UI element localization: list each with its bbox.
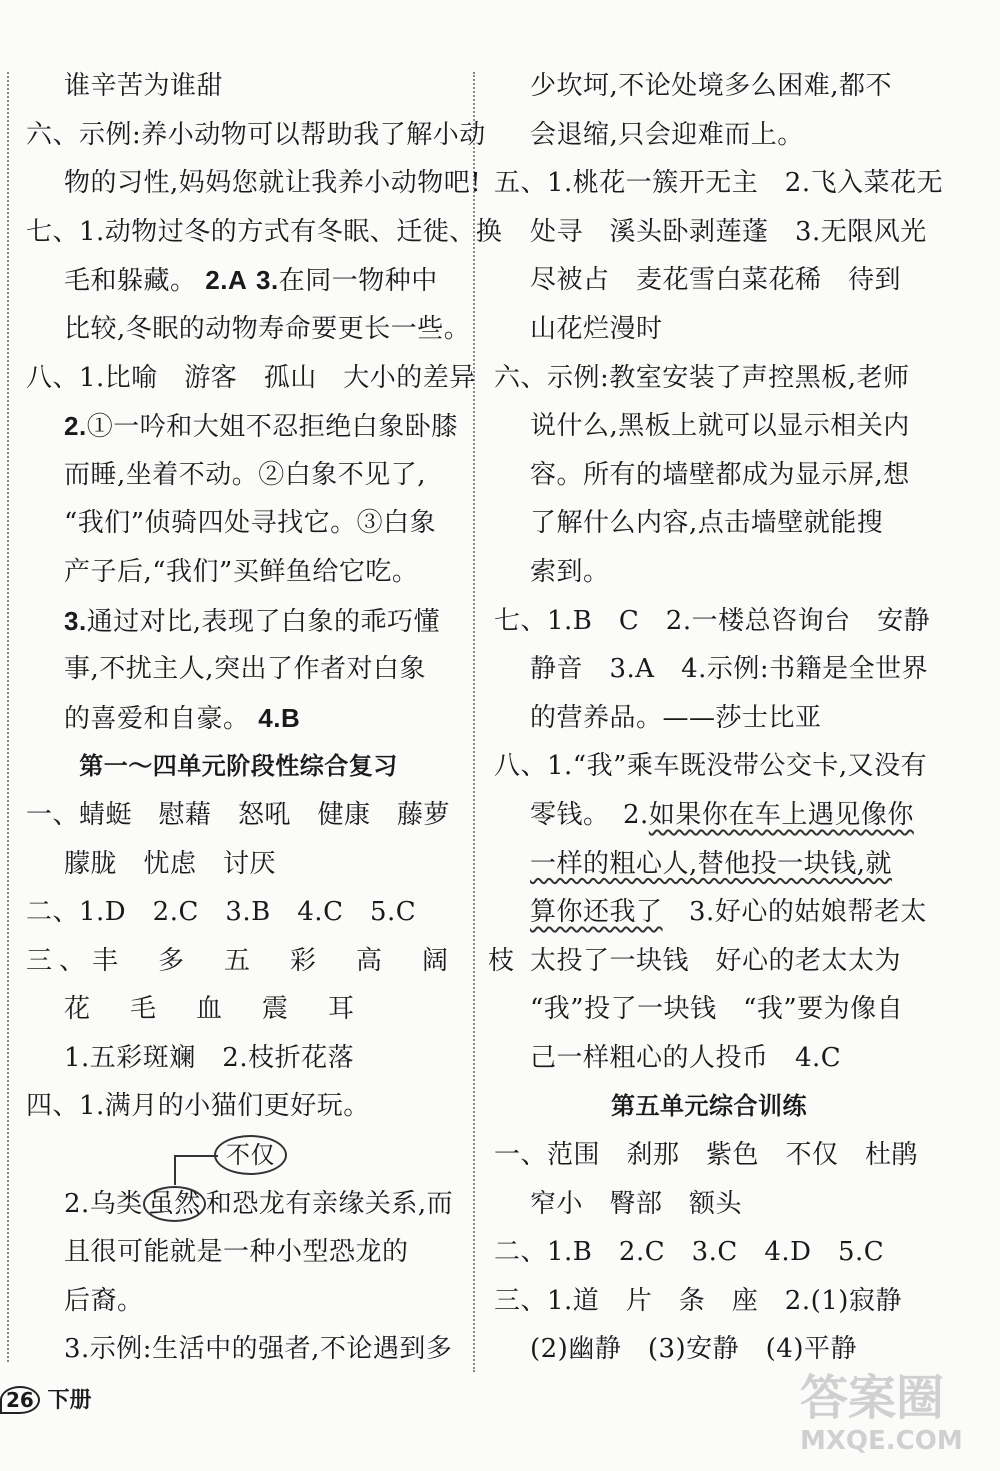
answer-text: 的喜爱和自豪。	[64, 703, 250, 734]
answer-text: 3.好心的姑娘帮老太	[662, 897, 927, 928]
answer-line: 处寻 溪头卧剥莲蓬 3.无限风光	[530, 216, 927, 247]
answer-line: 太投了一块钱 好心的老太太为	[530, 945, 902, 976]
answer-text: 在同一物种中	[278, 266, 438, 297]
answer-line: 己一样粗心的人投币 4.C	[530, 1042, 842, 1073]
watermark-url: MXQE.COM	[800, 1426, 963, 1456]
answer-line	[26, 256, 451, 305]
answer-number: 2.A	[205, 265, 248, 296]
answer-line	[26, 694, 451, 743]
answer-line: 比较,冬眠的动物寿命要更长一些。	[64, 313, 471, 344]
watermark-text: 答案圈	[800, 1370, 945, 1426]
answer-line: 四、1.满月的小猫们更好玩。	[26, 1091, 370, 1122]
answer-line: 二、1.B 2.C 3.C 4.D 5.C	[494, 1237, 885, 1268]
answer-line: 且很可能就是一种小型恐龙的	[64, 1237, 409, 1268]
answer-line	[26, 402, 458, 451]
answer-line: 山花烂漫时	[530, 313, 663, 344]
answer-line: 产子后,“我们”买鲜鱼给它吃。	[64, 556, 419, 587]
answer-number: 3.	[64, 605, 87, 636]
answer-line	[26, 1180, 454, 1229]
answer-line: 六、示例:教室安装了声控黑板,老师	[494, 362, 910, 393]
answer-line: 容。所有的墙壁都成为显示屏,想	[530, 459, 910, 490]
answer-line: 的营养品。——莎士比亚	[530, 702, 822, 733]
answer-line: 三、1.道 片 条 座 2.(1)寂静	[494, 1285, 902, 1316]
answer-line: 朦胧 忧虑 讨厌	[64, 848, 277, 879]
answer-line: 二、1.D 2.C 3.B 4.C 5.C	[26, 897, 417, 928]
answer-text: 毛和躲藏。	[64, 266, 197, 297]
answer-line: 花 毛 血 震 耳	[64, 994, 362, 1025]
answer-line: 1.五彩斑斓 2.枝折花落	[64, 1042, 355, 1073]
correction-bubble: 不仅	[214, 1135, 287, 1175]
right-column	[494, 62, 944, 1374]
answer-line: 少坎坷,不论处境多么困难,都不	[530, 71, 893, 101]
answer-line: 一、蜻蜓 慰藉 怒吼 健康 藤萝	[26, 799, 451, 830]
answer-line: 六、示例:养小动物可以帮助我了解小动	[26, 119, 486, 150]
answer-line: 五、1.桃花一簇开无主 2.飞入菜花无	[494, 168, 944, 199]
answer-line: 了解什么内容,点击墙壁就能搜	[530, 508, 884, 539]
answer-line: 七、1.B C 2.一楼总咨询台 安静	[494, 605, 931, 636]
wavy-underlined-text: 一样的粗心人,替他投一块钱,就	[530, 848, 893, 879]
answer-line: 而睡,坐着不动。②白象不见了,	[64, 459, 427, 490]
answer-line: 会退缩,只会迎难而上。	[530, 119, 804, 150]
answer-line	[26, 597, 451, 646]
answer-line: “我们”侦骑四处寻找它。③白象	[64, 508, 437, 539]
answer-text: 零钱。 2.	[530, 799, 649, 830]
answer-line: 3.示例:生活中的强者,不论遇到多	[64, 1334, 453, 1365]
section-heading: 第一～四单元阶段性综合复习	[79, 752, 398, 781]
correction-mark	[26, 1131, 451, 1180]
answer-line: 事,不扰主人,突出了作者对白象	[64, 654, 427, 685]
watermark-logo	[800, 1370, 990, 1465]
answer-line: 后裔。	[64, 1285, 144, 1316]
answer-line: 谁辛苦为谁甜	[64, 71, 224, 101]
answer-number: 2.	[64, 411, 87, 442]
answer-number: 4.B	[258, 702, 301, 733]
answer-line	[494, 840, 924, 889]
answer-text: 通过对比,表现了白象的乖巧懂	[86, 606, 440, 637]
answer-line: 说什么,黑板上就可以显示相关内	[530, 411, 910, 442]
answer-text: 和恐龙有亲缘关系,而	[205, 1188, 454, 1219]
answer-line: 物的习性,妈妈您就让我养小动物吧!	[64, 168, 482, 199]
answer-text: ①一吟和大姐不忍拒绝白象卧膝	[86, 412, 458, 443]
answer-line: 一、范围 刹那 紫色 不仅 杜鹃	[494, 1140, 919, 1171]
answer-line: 窄小 臀部 额头	[530, 1188, 743, 1219]
answer-line	[494, 791, 924, 840]
answer-line: 静音 3.A 4.示例:书籍是全世界	[530, 654, 929, 685]
answer-line: 三、丰 多 五 彩 高 阔 枝	[26, 945, 522, 976]
page-footer	[0, 1383, 92, 1414]
answer-line: (2)幽静 (3)安静 (4)平静	[530, 1334, 857, 1365]
page-number: 26	[0, 1386, 40, 1414]
answer-line: 尽被占 麦花雪白菜花稀 待到	[530, 265, 902, 296]
answer-line: 八、1.“我”乘车既没带公交卡,又没有	[494, 751, 928, 782]
wavy-underlined-text: 如果你在车上遇见像你	[648, 799, 914, 830]
wavy-underlined-text: 算你还我了	[530, 897, 663, 928]
answer-number: 3.	[256, 265, 279, 296]
answer-line: 索到。	[530, 556, 610, 587]
column-divider	[473, 72, 475, 1372]
left-margin-dotted-line	[7, 72, 9, 1362]
answer-text: 2.乌类	[64, 1188, 143, 1219]
answer-line	[494, 888, 927, 937]
answer-line: 八、1.比喻 游客 孤山 大小的差异	[26, 362, 476, 393]
answer-line: 七、1.动物过冬的方式有冬眠、迁徙、换	[26, 216, 503, 247]
circled-word: 虽然	[143, 1186, 206, 1222]
correction-connector	[174, 1155, 218, 1185]
answer-line: “我”投了一块钱 “我”要为像自	[530, 994, 904, 1025]
left-column	[26, 62, 522, 1374]
volume-label: 下册	[47, 1388, 92, 1413]
section-heading: 第五单元综合训练	[611, 1092, 807, 1121]
